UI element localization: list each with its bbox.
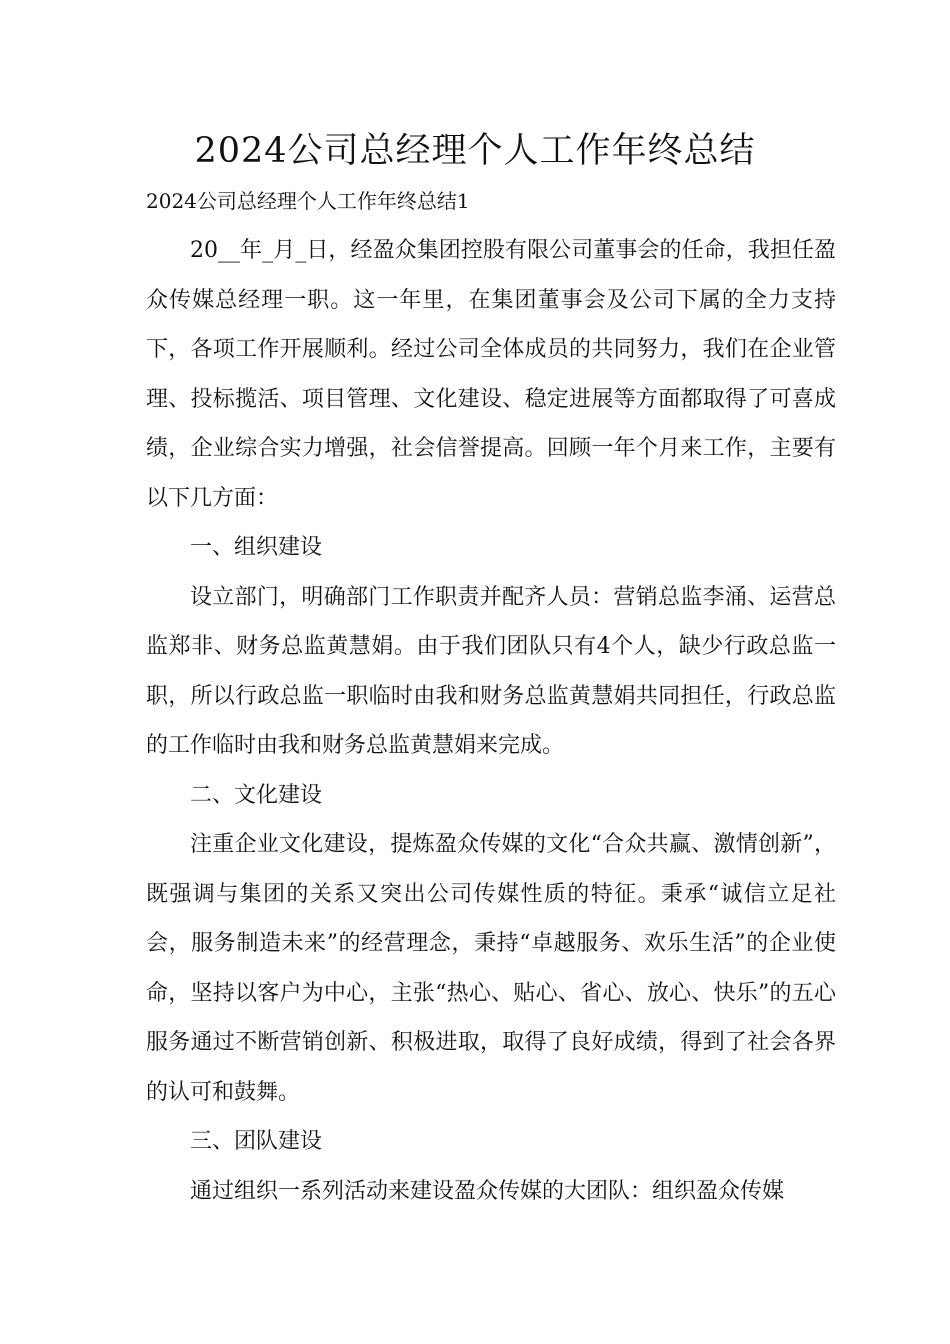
organization-paragraph: 设立部门，明确部门工作职责并配齐人员：营销总监李涌、运营总监郑非、财务总监黄慧娟。由于我们团队只有4个人，缺少行政总监一职，所以行政总监一职临时由我和财务总监黄慧娟共同担任，行政总监的工作临时由我和财务总监黄慧娟来完成。	[146, 584, 836, 758]
team-paragraph: 通过组织一系列活动来建设盈众传媒的大团队：组织盈众传媒	[190, 1178, 785, 1204]
document-subtitle: 2024公司总经理个人工作年终总结1	[146, 189, 470, 213]
document-title: 2024公司总经理个人工作年终总结	[194, 131, 756, 171]
section-heading-culture: 二、文化建设	[190, 782, 323, 808]
intro-paragraph: 20__年_月_日，经盈众集团控股有限公司董事会的任命，我担任盈众传媒总经理一职。这一年里，在集团董事会及公司下属的全力支持下，各项工作开展顺利。经过公司全体成员的共同努力，我们在企业管理、投标揽活、项目管理、文化建设、稳定进展等方面都取得了可喜成绩，企业综合实力增强，社会信誉提高。回顾一年个月来工作，主要有以下几方面：	[146, 238, 836, 511]
culture-paragraph: 注重企业文化建设，提炼盈众传媒的文化“合众共赢、激情创新”，既强调与集团的关系又突出公司传媒性质的特征。秉承“诚信立足社会，服务制造未来”的经营理念，秉持“卓越服务、欢乐生活”的企业使命，坚持以客户为中心，主张“热心、贴心、省心、放心、快乐”的五心服务通过不断营销创新、积极进取，取得了良好成绩，得到了社会各界的认可和鼓舞。	[146, 832, 836, 1105]
section-heading-team: 三、团队建设	[190, 1129, 323, 1154]
document-body	[146, 226, 836, 1216]
section-heading-organization: 一、组织建设	[190, 535, 323, 560]
